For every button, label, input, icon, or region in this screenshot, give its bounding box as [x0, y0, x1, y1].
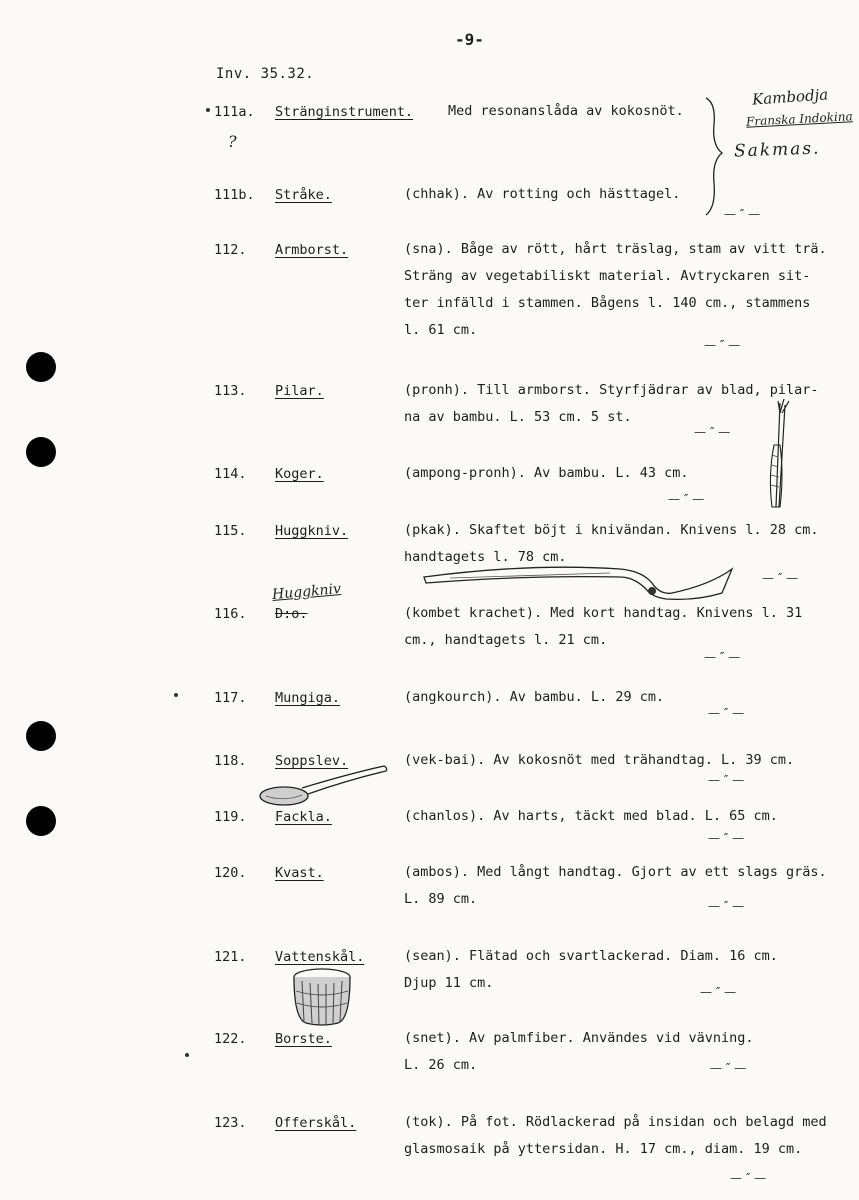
- ditto-mark: — ″ —: [708, 706, 745, 720]
- entry-description: (pkak). Skaftet böjt i knivändan. Knivens l. 28 cm. handtagets l. 78 cm.: [404, 522, 819, 565]
- entry-description: (tok). På fot. Rödlackerad på insidan och belagd med glasmosaik på yttersidan. H. 17 cm., diam. 19 cm.: [404, 1114, 827, 1157]
- entry-name: D:o.: [275, 606, 308, 622]
- entry-number: 113.: [214, 383, 247, 399]
- entry-number: 116.: [214, 606, 247, 622]
- entry-description: (vek-bai). Av kokosnöt med trähandtag. L. 39 cm.: [404, 752, 795, 768]
- entry-number: 114.: [214, 466, 247, 482]
- ditto-mark: — ″ —: [704, 650, 741, 664]
- entry-number: 121.: [214, 949, 247, 965]
- inventory-number: Inv. 35.32.: [216, 66, 315, 82]
- entry-description: (ampong-pronh). Av bambu. L. 43 cm.: [404, 465, 689, 481]
- entry-name: Kvast.: [275, 865, 324, 881]
- entry-number: 111b.: [214, 187, 255, 203]
- entry-name: Borste.: [275, 1031, 332, 1047]
- handwritten-colony: Franska Indokina: [745, 109, 854, 129]
- entry-number: 123.: [214, 1115, 247, 1131]
- ditto-mark: — ″ —: [762, 571, 799, 585]
- handwritten-region: Kambodja: [751, 85, 829, 109]
- water-bowl-sketch: [290, 965, 354, 1029]
- entry-description: (sean). Flätad och svartlackerad. Diam. 16 cm. Djup 11 cm.: [404, 948, 778, 991]
- entry-number: 111a.: [214, 104, 255, 120]
- speck: [185, 1053, 189, 1057]
- entry-name: Offerskål.: [275, 1115, 357, 1131]
- entry-number: 120.: [214, 865, 247, 881]
- soup-ladle-sketch: [258, 762, 390, 808]
- entry-name: Mungiga.: [275, 690, 341, 706]
- entry-description: (snet). Av palmfiber. Användes vid vävning. L. 26 cm.: [404, 1030, 754, 1073]
- entry-number: 112.: [214, 242, 247, 258]
- ditto-mark: — ″ —: [708, 831, 745, 845]
- entry-description: (pronh). Till armborst. Styrfjädrar av blad, pilar- na av bambu. L. 53 cm. 5 st.: [404, 382, 819, 425]
- entry-description: (sna). Båge av rött, hårt träslag, stam av vitt trä. Sträng av vegetabiliskt material. Avtryckaren sit- ter infälld i stammen. Bågens l. 140 cm., stammens l. 61 cm.: [404, 241, 827, 338]
- entry-name: Stråke.: [275, 187, 332, 203]
- ditto-mark: — ″ —: [694, 425, 731, 439]
- handwritten-question: ?: [228, 132, 237, 151]
- handwritten-group: Sakmas.: [733, 138, 821, 162]
- entry-name: Vattenskål.: [275, 949, 365, 965]
- ditto-mark: — ″ —: [668, 492, 705, 506]
- punch-hole: [26, 437, 56, 467]
- entry-number: 117.: [214, 690, 247, 706]
- entry-name: Stränginstrument.: [275, 104, 414, 120]
- ditto-mark: — ″ —: [730, 1171, 767, 1185]
- ditto-mark: — ″ —: [708, 773, 745, 787]
- punch-hole: [26, 721, 56, 751]
- speck: [174, 693, 178, 697]
- entry-name: Koger.: [275, 466, 324, 482]
- entry-number: 122.: [214, 1031, 247, 1047]
- entry-name: Armborst.: [275, 242, 349, 258]
- entry-number: 119.: [214, 809, 247, 825]
- entry-description: (chanlos). Av harts, täckt med blad. L. 65 cm.: [404, 808, 778, 824]
- entry-number: 118.: [214, 753, 247, 769]
- entry-name: Soppslev.: [275, 753, 349, 769]
- ditto-mark: — ″ —: [708, 899, 745, 913]
- huggkniv-sketch: [420, 555, 740, 605]
- ditto-mark: — ″ —: [700, 985, 737, 999]
- handwritten-retitle: Huggkniv: [271, 581, 342, 603]
- quiver-arrows-sketch: [758, 395, 798, 515]
- page-number: -9-: [455, 30, 484, 49]
- punch-hole: [26, 352, 56, 382]
- ditto-mark: — ″ —: [724, 207, 761, 221]
- entry-description: (chhak). Av rotting och hästtagel.: [404, 186, 681, 202]
- entry-number: 115.: [214, 523, 247, 539]
- entry-name: Fackla.: [275, 809, 332, 825]
- entry-name: Pilar.: [275, 383, 324, 399]
- entry-description: Med resonanslåda av kokosnöt.: [448, 103, 684, 119]
- ditto-mark: — ″ —: [710, 1061, 747, 1075]
- punch-hole: [26, 806, 56, 836]
- ditto-mark: — ″ —: [704, 338, 741, 352]
- entry-description: (kombet krachet). Med kort handtag. Knivens l. 31 cm., handtagets l. 21 cm.: [404, 605, 803, 648]
- entry-description: (angkourch). Av bambu. L. 29 cm.: [404, 689, 665, 705]
- entry-description: (ambos). Med långt handtag. Gjort av ett slags gräs. L. 89 cm.: [404, 864, 827, 907]
- speck: [206, 108, 210, 112]
- entry-name: Huggkniv.: [275, 523, 349, 539]
